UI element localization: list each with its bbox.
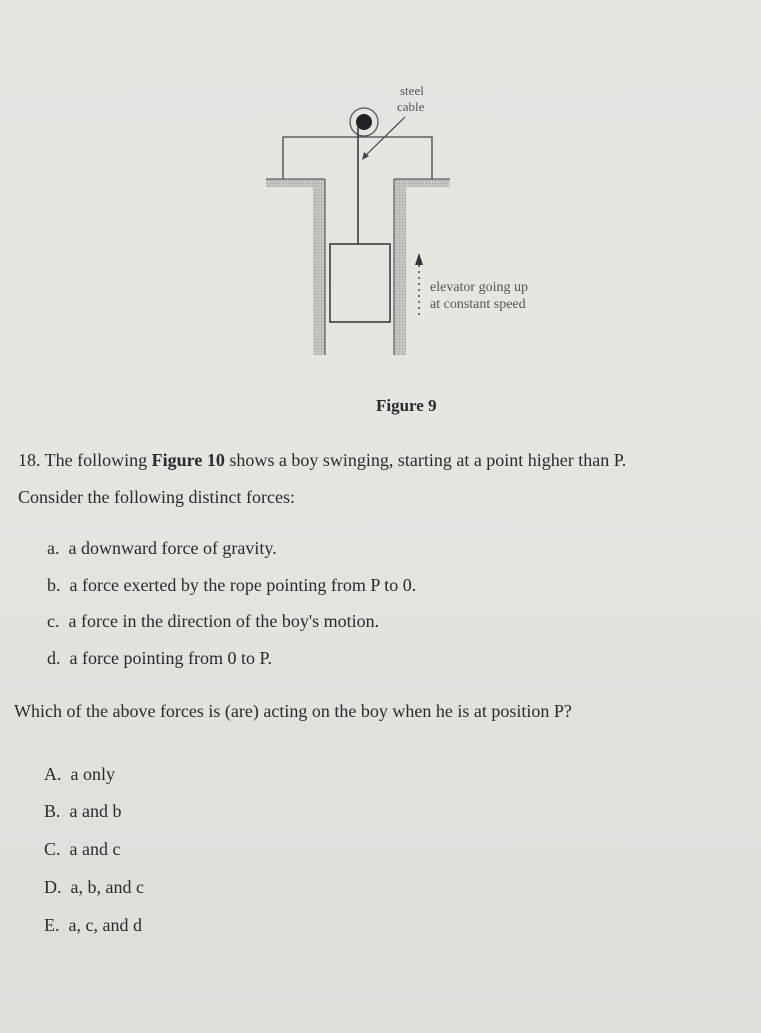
label-elevator-going-up: elevator going up bbox=[430, 280, 528, 295]
arrow-up-icon bbox=[415, 253, 423, 265]
elevator-figure bbox=[0, 0, 761, 420]
label-constant-speed: at constant speed bbox=[430, 297, 526, 312]
force-item: d. a force pointing from 0 to P. bbox=[47, 648, 272, 668]
label-steel: steel bbox=[400, 83, 424, 98]
label-cable: cable bbox=[397, 99, 425, 114]
consider-text: Consider the following distinct forces: bbox=[18, 487, 295, 507]
force-item: c. a force in the direction of the boy's motion. bbox=[47, 611, 380, 631]
figure-caption: Figure 9 bbox=[376, 396, 437, 415]
force-item: a. a downward force of gravity. bbox=[47, 538, 277, 558]
option-b[interactable]: B. a and b bbox=[44, 801, 122, 821]
question-prompt: Which of the above forces is (are) acting on the boy when he is at position P? bbox=[14, 701, 572, 721]
force-item: b. a force exerted by the rope pointing from P to 0. bbox=[47, 575, 417, 595]
elevator-car bbox=[330, 244, 390, 322]
question-intro: 18. The following Figure 10 shows a boy swinging, starting at a point higher than P. bbox=[18, 450, 627, 470]
option-a[interactable]: A. a only bbox=[44, 764, 115, 784]
option-c[interactable]: C. a and c bbox=[44, 839, 121, 859]
option-e[interactable]: E. a, c, and d bbox=[44, 915, 142, 935]
option-d[interactable]: D. a, b, and c bbox=[44, 877, 144, 897]
